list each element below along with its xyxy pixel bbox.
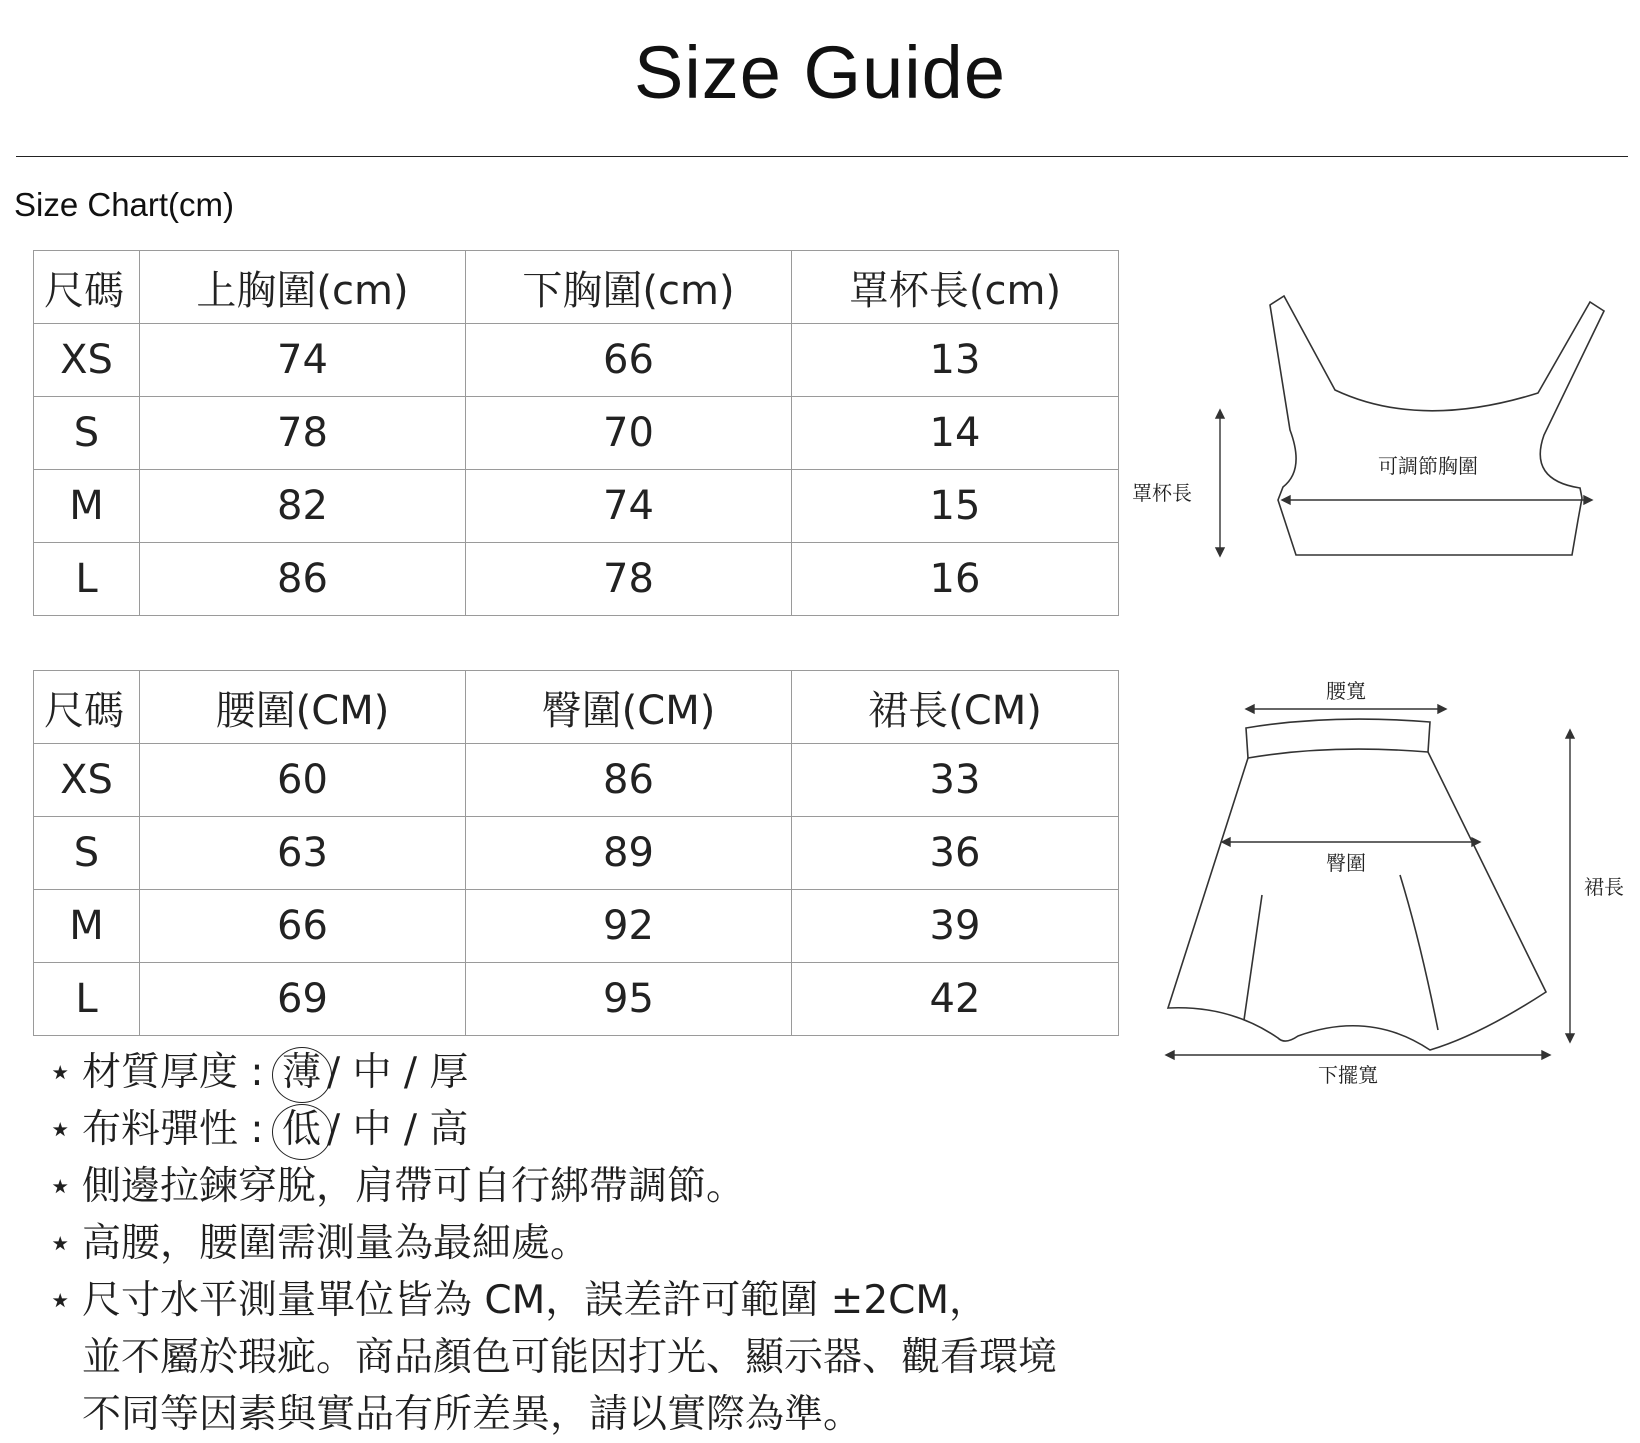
hip-arrow [1222,838,1480,846]
table-row [34,324,1119,397]
header-cell: 裙長(CM) [792,671,1119,744]
value-cell: 70 [466,397,792,470]
size-cell: XS [34,744,140,817]
selected-elasticity: 低 [276,1101,327,1158]
value-cell: 42 [792,963,1119,1036]
value-cell: 66 [140,890,466,963]
hem-width-label: 下擺寬 [1318,1063,1378,1087]
bottom-size-table [33,670,1119,1036]
value-cell: 16 [792,543,1119,616]
header-cell: 罩杯長(cm) [792,251,1119,324]
star-icon: ⋆ [48,1221,73,1266]
value-cell: 36 [792,817,1119,890]
note-text: 不同等因素與實品有所差異，請以實際為準。 [82,1392,863,1437]
value-cell: 74 [466,470,792,543]
star-icon: ⋆ [48,1278,73,1323]
note-text: 尺寸水平測量單位皆為 CM，誤差許可範圍 ±2CM， [82,1278,989,1323]
value-cell: 95 [466,963,792,1036]
header-cell: 下胸圍(cm) [466,251,792,324]
star-icon: ⋆ [48,1107,73,1152]
header-cell: 尺碼 [34,671,140,744]
value-cell: 86 [140,543,466,616]
bra-top-outline [1270,296,1604,555]
size-cell: S [34,817,140,890]
note-measurement-cont-2 [48,1386,1057,1443]
skirt-diagram [1150,680,1630,1090]
size-cell: L [34,543,140,616]
star-icon: ⋆ [48,1050,73,1095]
value-cell: 14 [792,397,1119,470]
value-cell: 69 [140,963,466,1036]
table-row [34,817,1119,890]
note-measurement-cont-1 [48,1329,1057,1386]
cup-length-arrow [1216,410,1224,556]
table-header-row [34,671,1119,744]
header-cell: 臀圍(CM) [466,671,792,744]
table-row [34,543,1119,616]
value-cell: 78 [466,543,792,616]
value-cell: 66 [466,324,792,397]
waist-width-label: 腰寬 [1326,680,1366,703]
value-cell: 13 [792,324,1119,397]
note-text: 側邊拉鍊穿脫，肩帶可自行綁帶調節。 [82,1164,746,1209]
note-thickness [48,1044,1057,1101]
value-cell: 92 [466,890,792,963]
page-title: Size Guide [634,31,1006,114]
title-divider [16,156,1628,157]
note-text: 高腰，腰圍需測量為最細處。 [82,1221,590,1266]
note-options: / 中 / 厚 [326,1050,469,1095]
header-cell: 腰圍(CM) [140,671,466,744]
value-cell: 15 [792,470,1119,543]
adjustable-chest-arrow [1282,496,1592,504]
bra-top-diagram [1120,280,1620,570]
size-cell: M [34,890,140,963]
value-cell: 74 [140,324,466,397]
size-chart-label: Size Chart(cm) [14,186,235,223]
value-cell: 86 [466,744,792,817]
waist-width-arrow [1246,705,1446,713]
note-label: 布料彈性 : [82,1107,276,1152]
value-cell: 63 [140,817,466,890]
adjustable-chest-label: 可調節胸圍 [1378,454,1478,478]
note-zipper [48,1158,1057,1215]
hem-width-arrow [1166,1051,1550,1059]
header-cell: 上胸圍(cm) [140,251,466,324]
table-header-row [34,251,1119,324]
cup-length-label: 罩杯長 [1132,481,1192,505]
table-row [34,397,1119,470]
note-text: 並不屬於瑕疵。商品顏色可能因打光、顯示器、觀看環境 [82,1335,1058,1380]
note-label: 材質厚度 : [82,1050,276,1095]
header-cell: 尺碼 [34,251,140,324]
value-cell: 60 [140,744,466,817]
product-notes [48,1044,1057,1443]
size-cell: S [34,397,140,470]
hip-label: 臀圍 [1326,851,1366,875]
value-cell: 78 [140,397,466,470]
table-row [34,890,1119,963]
value-cell: 82 [140,470,466,543]
table-row [34,470,1119,543]
top-size-table [33,250,1119,616]
note-measurement [48,1272,1057,1329]
size-cell: L [34,963,140,1036]
size-cell: M [34,470,140,543]
value-cell: 39 [792,890,1119,963]
skirt-outline [1168,719,1546,1050]
skirt-length-label: 裙長 [1584,875,1624,899]
skirt-length-arrow [1566,730,1574,1042]
size-cell: XS [34,324,140,397]
note-elasticity [48,1101,1057,1158]
note-waist [48,1215,1057,1272]
table-row [34,744,1119,817]
value-cell: 33 [792,744,1119,817]
table-row [34,963,1119,1036]
value-cell: 89 [466,817,792,890]
star-icon: ⋆ [48,1164,73,1209]
note-options: / 中 / 高 [326,1107,469,1152]
selected-thickness: 薄 [276,1044,327,1101]
